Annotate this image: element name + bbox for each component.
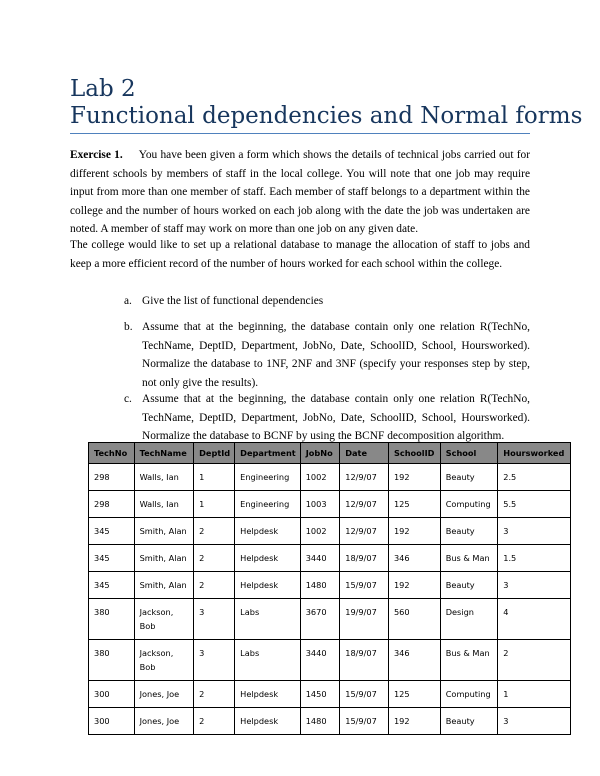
- table-cell: 1: [498, 681, 571, 708]
- column-header: TechNo: [89, 443, 135, 464]
- task-marker: c.: [124, 393, 132, 405]
- table-cell: 380: [89, 599, 135, 640]
- table-cell: Bus & Man: [440, 640, 498, 681]
- table-cell: 15/9/07: [340, 572, 389, 599]
- table-cell: 18/9/07: [340, 640, 389, 681]
- table-cell: Jackson, Bob: [134, 599, 194, 640]
- table-cell: Jones, Joe: [134, 708, 194, 735]
- table-row: [89, 681, 571, 708]
- table-cell: 298: [89, 491, 135, 518]
- table-cell: 3: [498, 708, 571, 735]
- table-cell: Smith, Alan: [134, 545, 194, 572]
- table-cell: 3: [194, 599, 235, 640]
- table-cell: Helpdesk: [235, 572, 301, 599]
- task-marker: b.: [124, 321, 133, 333]
- column-header: Department: [235, 443, 301, 464]
- table-cell: 2: [194, 681, 235, 708]
- table-cell: 1003: [300, 491, 340, 518]
- table-cell: 3440: [300, 640, 340, 681]
- table-cell: Walls, Ian: [134, 491, 194, 518]
- table-cell: Labs: [235, 640, 301, 681]
- column-header: DeptId: [194, 443, 235, 464]
- table-cell: 1480: [300, 572, 340, 599]
- table-cell: 3670: [300, 599, 340, 640]
- table-cell: Helpdesk: [235, 545, 301, 572]
- table-cell: 300: [89, 708, 135, 735]
- table-cell: 1: [194, 464, 235, 491]
- table-cell: Beauty: [440, 518, 498, 545]
- table-cell: Beauty: [440, 464, 498, 491]
- table-cell: Helpdesk: [235, 681, 301, 708]
- task-marker: a.: [124, 295, 132, 307]
- table-row: [89, 464, 571, 491]
- table-cell: 2: [194, 518, 235, 545]
- task-text: Give the list of functional dependencies: [142, 295, 324, 307]
- table-cell: Jones, Joe: [134, 681, 194, 708]
- table-cell: 1.5: [498, 545, 571, 572]
- table-cell: Bus & Man: [440, 545, 498, 572]
- table-cell: 3: [194, 640, 235, 681]
- column-header: Date: [340, 443, 389, 464]
- table-cell: Walls, Ian: [134, 464, 194, 491]
- table-cell: 12/9/07: [340, 491, 389, 518]
- table-cell: 19/9/07: [340, 599, 389, 640]
- table-cell: 192: [388, 572, 440, 599]
- exercise-text: You have been given a form which shows the details of technical jobs carried out for different schools by members of staff in the local college. You will note that one job may require input from more than one member of staff. Each member of staff belongs to a department within the college and the number of hours worked on each job along with the date the job was undertaken are noted. A member of staff may work on more than one job on any given date.: [70, 149, 530, 235]
- table-cell: 18/9/07: [340, 545, 389, 572]
- table-cell: 2: [194, 708, 235, 735]
- table-cell: Smith, Alan: [134, 518, 194, 545]
- table-cell: Labs: [235, 599, 301, 640]
- table-cell: Smith, Alan: [134, 572, 194, 599]
- table-cell: Jackson, Bob: [134, 640, 194, 681]
- table-cell: Computing: [440, 491, 498, 518]
- table-cell: 125: [388, 491, 440, 518]
- column-header: SchoolID: [388, 443, 440, 464]
- table-row: [89, 640, 571, 681]
- table-cell: 3: [498, 518, 571, 545]
- column-header: TechName: [134, 443, 194, 464]
- table-cell: Helpdesk: [235, 518, 301, 545]
- table-cell: 12/9/07: [340, 518, 389, 545]
- task-text: Assume that at the beginning, the database contain only one relation R(TechNo, TechName, DeptID, Department, JobNo, Date, SchoolID, School, Hoursworked). Normalize the database to 1NF, 2NF and 3NF (specify your responses step by step, not only give the results).: [142, 321, 530, 389]
- table-cell: 345: [89, 572, 135, 599]
- task-item-a: [124, 292, 530, 311]
- table-cell: 346: [388, 545, 440, 572]
- table-row: [89, 708, 571, 735]
- table-cell: 345: [89, 518, 135, 545]
- table-cell: 1: [194, 491, 235, 518]
- table-cell: 2: [194, 572, 235, 599]
- table-cell: Beauty: [440, 708, 498, 735]
- table-cell: 125: [388, 681, 440, 708]
- table-cell: 2: [498, 640, 571, 681]
- task-item-b: [124, 318, 530, 392]
- jobs-table: [88, 442, 571, 735]
- table-cell: 192: [388, 708, 440, 735]
- table-cell: 1002: [300, 518, 340, 545]
- column-header: Hoursworked: [498, 443, 571, 464]
- title-underline: [70, 133, 530, 134]
- table-cell: Helpdesk: [235, 708, 301, 735]
- table-cell: 300: [89, 681, 135, 708]
- lab-title: Lab 2: [70, 76, 136, 102]
- table-row: [89, 518, 571, 545]
- table-cell: 346: [388, 640, 440, 681]
- college-paragraph: The college would like to set up a relational database to manage the allocation of staff to jobs and keep a more efficient record of the number of hours worked for each school within the college.: [70, 239, 530, 270]
- table-cell: 1002: [300, 464, 340, 491]
- table-cell: 345: [89, 545, 135, 572]
- task-text: Assume that at the beginning, the database contain only one relation R(TechNo, TechName, DeptID, Department, JobNo, Date, SchoolID, School, Hoursworked). Normalize the database to BCNF by using the BCNF decomposition algorithm.: [142, 393, 530, 442]
- table-cell: Design: [440, 599, 498, 640]
- table-cell: 5.5: [498, 491, 571, 518]
- table-cell: 2.5: [498, 464, 571, 491]
- lab-subtitle: Functional dependencies and Normal forms: [70, 103, 583, 129]
- column-header: JobNo: [300, 443, 340, 464]
- table-cell: 2: [194, 545, 235, 572]
- table-row: [89, 599, 571, 640]
- table-cell: 15/9/07: [340, 708, 389, 735]
- table-cell: 380: [89, 640, 135, 681]
- table-cell: 298: [89, 464, 135, 491]
- table-cell: 1480: [300, 708, 340, 735]
- task-item-c: [124, 390, 530, 446]
- table-cell: 4: [498, 599, 571, 640]
- table-cell: 12/9/07: [340, 464, 389, 491]
- table-cell: 560: [388, 599, 440, 640]
- table-row: [89, 491, 571, 518]
- table-cell: 192: [388, 464, 440, 491]
- table-cell: 15/9/07: [340, 681, 389, 708]
- table-cell: Engineering: [235, 491, 301, 518]
- table-cell: Engineering: [235, 464, 301, 491]
- table-row: [89, 572, 571, 599]
- table-cell: 192: [388, 518, 440, 545]
- table-header-row: [89, 443, 571, 464]
- table-cell: 1450: [300, 681, 340, 708]
- table-cell: Computing: [440, 681, 498, 708]
- table-cell: 3440: [300, 545, 340, 572]
- table-cell: 3: [498, 572, 571, 599]
- exercise-label: Exercise 1.: [70, 149, 123, 161]
- column-header: School: [440, 443, 498, 464]
- table-row: [89, 545, 571, 572]
- exercise-paragraph: [70, 146, 530, 239]
- table-cell: Beauty: [440, 572, 498, 599]
